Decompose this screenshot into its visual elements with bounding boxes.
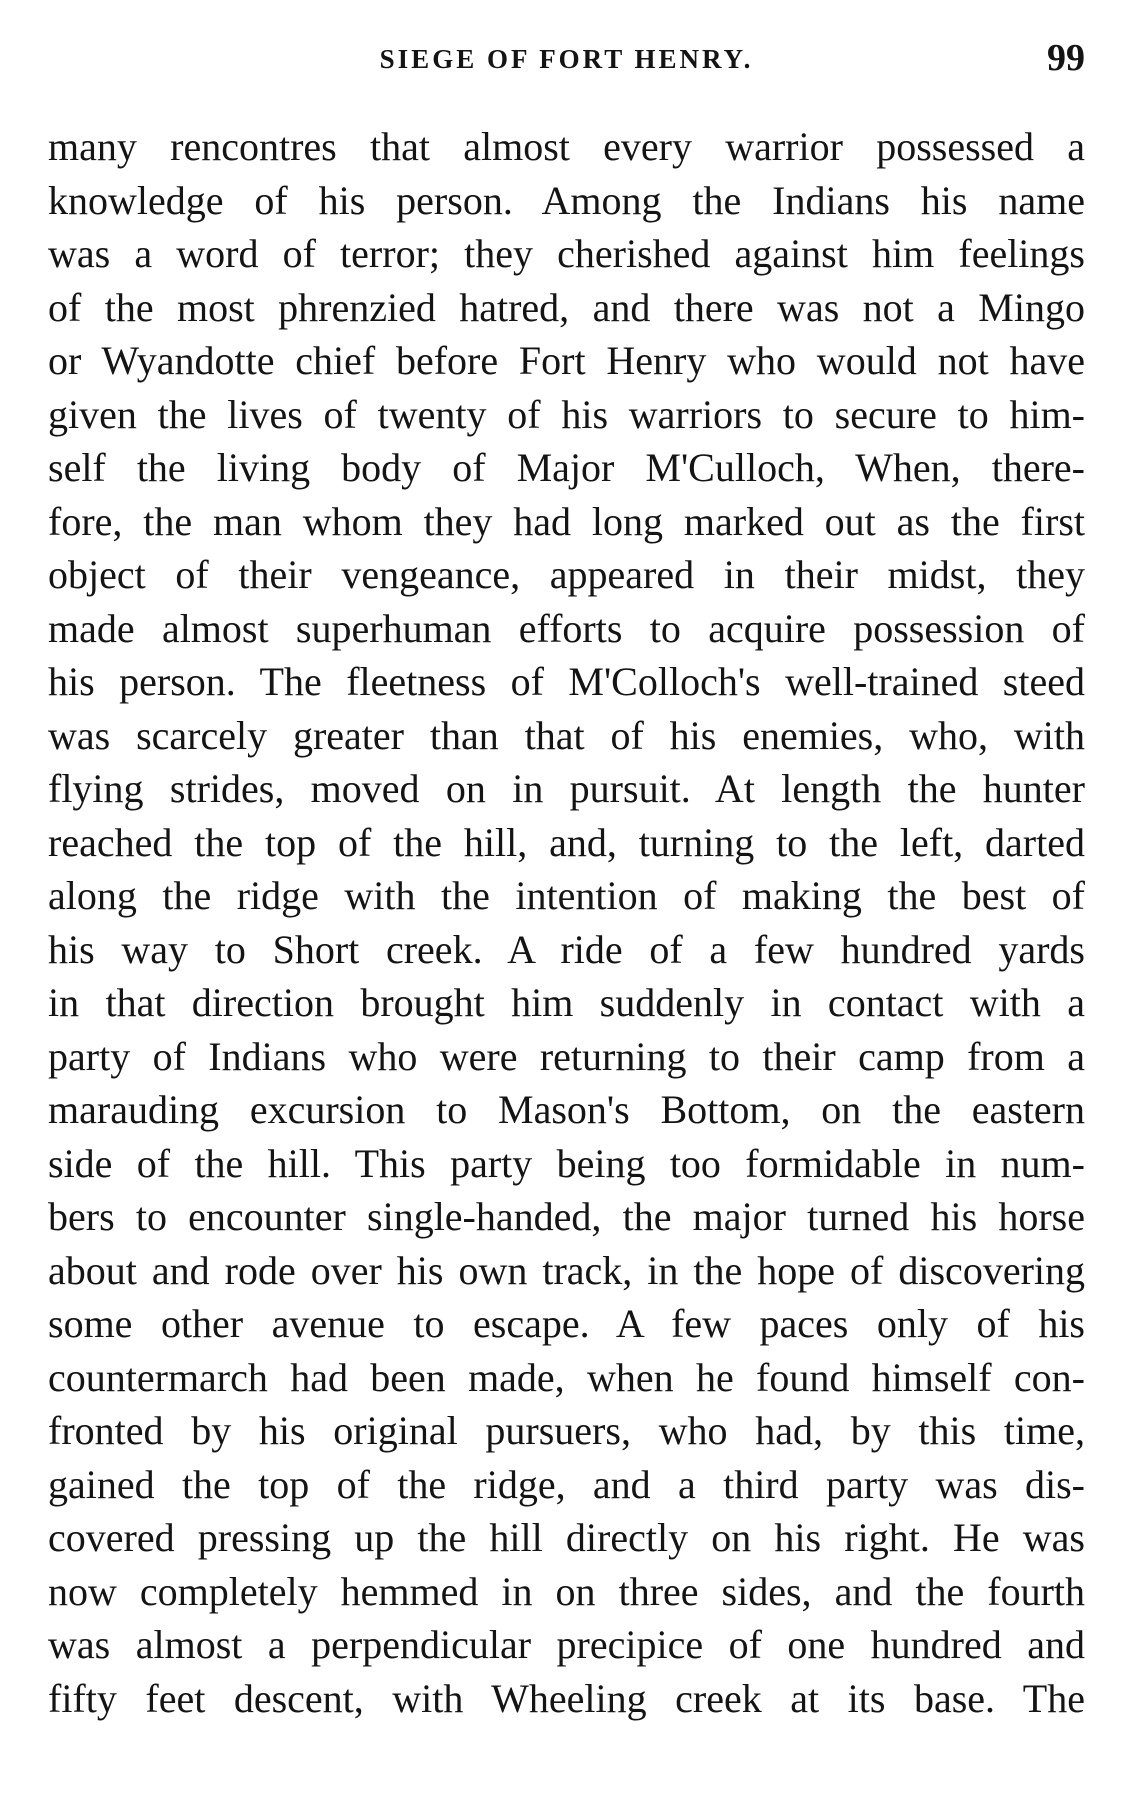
text-line: or Wyandotte chief before Fort Henry who would not have (48, 338, 1085, 383)
text-line: about and rode over his own track, in the hope of discovering (48, 1247, 1085, 1293)
body-text (48, 120, 1085, 1725)
text-line: his person. The fleetness of M'Colloch's well-trained steed (48, 659, 1085, 704)
text-line: knowledge of his person. Among the Indians his name (48, 177, 1085, 223)
text-line: of the most phrenzied hatred, and there was not a Mingo (48, 284, 1085, 330)
text-line: marauding excursion to Mason's Bottom, on the eastern (48, 1087, 1085, 1132)
page-header (48, 36, 1085, 86)
text-line: in that direction brought him suddenly in contact with a (48, 980, 1085, 1025)
text-line: bers to encounter single-handed, the major turned his horse (48, 1194, 1085, 1239)
text-line: flying strides, moved on in pursuit. At length the hunter (48, 766, 1085, 811)
text-line: along the ridge with the intention of making the best of (48, 873, 1085, 918)
text-line: some other avenue to escape. A few paces only of his (48, 1301, 1085, 1346)
text-line: gained the top of the ridge, and a third party was dis- (48, 1461, 1085, 1507)
text-line: countermarch had been made, when he found himself con- (48, 1354, 1085, 1400)
page-number: 99 (1047, 37, 1085, 79)
text-line: covered pressing up the hill directly on his right. He was (48, 1515, 1085, 1560)
text-line: was almost a perpendicular precipice of one hundred and (48, 1622, 1085, 1667)
text-line: was a word of terror; they cherished against him feelings (48, 231, 1085, 276)
text-line: given the lives of twenty of his warriors to secure to him- (48, 391, 1085, 437)
text-line: fronted by his original pursuers, who had, by this time, (48, 1408, 1085, 1453)
text-line: fore, the man whom they had long marked out as the first (48, 498, 1085, 544)
text-line: made almost superhuman efforts to acquire possession of (48, 605, 1085, 651)
text-line: many rencontres that almost every warrior possessed a (48, 124, 1085, 169)
text-line: his way to Short creek. A ride of a few hundred yards (48, 926, 1085, 972)
text-line: object of their vengeance, appeared in their midst, they (48, 552, 1085, 597)
running-title: SIEGE OF FORT HENRY. (379, 44, 754, 74)
text-line: side of the hill. This party being too formidable in num- (48, 1140, 1085, 1186)
text-line: fifty feet descent, with Wheeling creek at its base. The (48, 1675, 1085, 1721)
text-line: party of Indians who were returning to their camp from a (48, 1033, 1085, 1079)
text-line: reached the top of the hill, and, turning to the left, darted (48, 819, 1085, 865)
text-line: was scarcely greater than that of his enemies, who, with (48, 712, 1085, 758)
text-line: self the living body of Major M'Culloch, When, there- (48, 445, 1085, 490)
text-line: now completely hemmed in on three sides, and the fourth (48, 1568, 1085, 1614)
